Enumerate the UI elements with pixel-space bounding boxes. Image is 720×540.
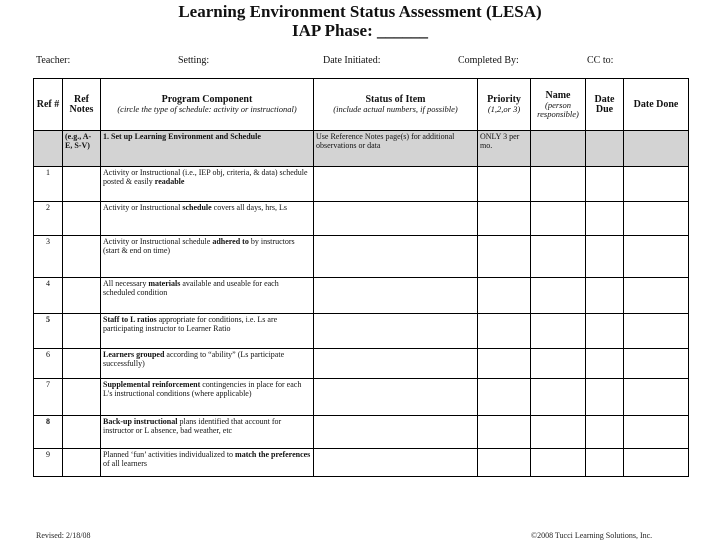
item-text: plans identified that account for instructor or L absence, bad weather, etc [103,417,282,435]
row-date-due-cell[interactable] [586,278,624,314]
table-row [34,416,689,449]
section-row [34,131,689,167]
row-name-cell[interactable] [531,449,586,477]
row-name-cell[interactable] [531,349,586,379]
row-ref-number: 7 [34,379,63,416]
row-ref-number: 8 [34,416,63,449]
table-row [34,202,689,236]
row-ref-notes-cell[interactable] [63,167,101,202]
row-program-component [101,167,314,202]
table-row [34,167,689,202]
item-text: Planned ‘fun’ activities individualized to [103,450,236,459]
item-emphasis: Staff to L ratios [103,315,157,324]
row-ref-notes-cell[interactable] [63,278,101,314]
teacher-label: Teacher: [36,55,71,66]
table-row [34,314,689,349]
item-emphasis: materials [148,279,181,288]
col-program-component: Program Component (circle the type of schedule: activity or instructional) [101,79,314,131]
row-date-due-cell[interactable] [586,349,624,379]
row-date-done-cell[interactable] [624,202,689,236]
row-date-due-cell[interactable] [586,416,624,449]
row-ref-notes-cell[interactable] [63,236,101,278]
row-date-done-cell[interactable] [624,416,689,449]
item-emphasis: Back-up instructional [103,417,178,426]
item-emphasis: Supplemental reinforcement [103,380,201,389]
row-program-component [101,379,314,416]
item-emphasis: match the preferences [235,450,311,459]
col-date-due: Date Due [586,79,624,131]
row-priority-cell[interactable] [478,416,531,449]
item-emphasis: Learners grouped [103,350,165,359]
col-ref-notes: Ref Notes [63,79,101,131]
table-row [34,278,689,314]
row-date-done-cell[interactable] [624,314,689,349]
row-date-done-cell[interactable] [624,379,689,416]
row-name-cell[interactable] [531,379,586,416]
item-text: covers all days, hrs, Ls [211,203,287,212]
row-status-cell[interactable] [314,278,478,314]
row-date-due-cell[interactable] [586,314,624,349]
row-ref-number: 9 [34,449,63,477]
row-program-component [101,236,314,278]
row-program-component [101,278,314,314]
item-emphasis: adhered to [212,237,249,246]
row-status-cell[interactable] [314,202,478,236]
row-status-cell[interactable] [314,449,478,477]
col-ref: Ref # [34,79,63,131]
row-ref-notes-cell[interactable] [63,202,101,236]
row-program-component [101,349,314,379]
row-ref-number: 4 [34,278,63,314]
row-date-due-cell[interactable] [586,379,624,416]
row-ref-number: 5 [34,314,63,349]
table-row [34,236,689,278]
row-priority-cell[interactable] [478,236,531,278]
date-initiated-label: Date Initiated: [323,55,381,66]
row-name-cell[interactable] [531,416,586,449]
row-name-cell[interactable] [531,167,586,202]
row-priority-cell[interactable] [478,202,531,236]
table-row [34,349,689,379]
row-ref-number: 1 [34,167,63,202]
row-name-cell[interactable] [531,314,586,349]
setting-label: Setting: [178,55,210,66]
section-title: 1. Set up Learning Environment and Schedule [101,131,314,167]
row-date-done-cell[interactable] [624,236,689,278]
row-date-done-cell[interactable] [624,278,689,314]
row-priority-cell[interactable] [478,278,531,314]
row-name-cell[interactable] [531,202,586,236]
row-status-cell[interactable] [314,167,478,202]
row-program-component [101,416,314,449]
item-text: Activity or Instructional (i.e., IEP obj, criteria, & data) schedule posted & easily [103,168,308,186]
row-date-due-cell[interactable] [586,167,624,202]
row-ref-notes-cell[interactable] [63,379,101,416]
item-text: available and useable for each scheduled condition [103,279,279,297]
row-program-component [101,314,314,349]
section-done-cell [624,131,689,167]
row-date-due-cell[interactable] [586,202,624,236]
item-text: of all learners [103,459,147,468]
row-ref-notes-cell[interactable] [63,314,101,349]
row-date-done-cell[interactable] [624,349,689,379]
row-status-cell[interactable] [314,236,478,278]
row-date-due-cell[interactable] [586,449,624,477]
row-status-cell[interactable] [314,314,478,349]
row-ref-number: 2 [34,202,63,236]
row-date-due-cell[interactable] [586,236,624,278]
row-ref-notes-cell[interactable] [63,449,101,477]
row-ref-notes-cell[interactable] [63,349,101,379]
row-name-cell[interactable] [531,278,586,314]
row-priority-cell[interactable] [478,167,531,202]
header-row [34,79,689,131]
row-status-cell[interactable] [314,379,478,416]
row-priority-cell[interactable] [478,379,531,416]
item-text: appropriate for conditions, i.e. Ls are participating instructor to Learner Ratio [103,315,278,333]
revised-date: Revised: 2/18/08 [36,531,91,540]
col-name: Name (person responsible) [531,79,586,131]
col-status: Status of Item (include actual numbers, if possible) [314,79,478,131]
item-text: by instructors (start & end on time) [103,237,295,255]
col-priority: Priority (1,2,or 3) [478,79,531,131]
table-row [34,379,689,416]
row-date-done-cell[interactable] [624,167,689,202]
row-program-component [101,449,314,477]
item-emphasis: readable [154,177,185,186]
row-ref-notes-cell[interactable] [63,416,101,449]
row-ref-number: 3 [34,236,63,278]
row-priority-cell[interactable] [478,314,531,349]
row-ref-number: 6 [34,349,63,379]
copyright: ©2008 Tucci Learning Solutions, Inc. [531,531,653,540]
item-text: according to “ability” (Ls participate successfully) [103,350,285,368]
section-name-cell [531,131,586,167]
row-priority-cell[interactable] [478,349,531,379]
row-status-cell[interactable] [314,349,478,379]
completed-by-label: Completed By: [458,55,519,66]
cc-to-label: CC to: [587,55,614,66]
row-priority-cell[interactable] [478,449,531,477]
item-text: contingencies in place for each L's instructional conditions (where applicable) [103,380,302,398]
row-name-cell[interactable] [531,236,586,278]
section-due-cell [586,131,624,167]
item-text: Activity or Instructional [103,203,183,212]
row-program-component [101,202,314,236]
row-date-done-cell[interactable] [624,449,689,477]
row-status-cell[interactable] [314,416,478,449]
section-ref [34,131,63,167]
item-text: All necessary [103,279,149,288]
section-priority-note: ONLY 3 per mo. [478,131,531,167]
item-text: Activity or Instructional schedule [103,237,213,246]
iap-phase-title: IAP Phase: ______ [292,21,428,40]
table-row [34,449,689,477]
col-date-done: Date Done [624,79,689,131]
lesa-table [33,78,689,477]
page-title: Learning Environment Status Assessment (LESA) [178,2,542,21]
section-status-note: Use Reference Notes page(s) for additional observations or data [314,131,478,167]
section-ref-note: (e.g., A-E, S-V) [63,131,101,167]
item-emphasis: schedule [182,203,212,212]
